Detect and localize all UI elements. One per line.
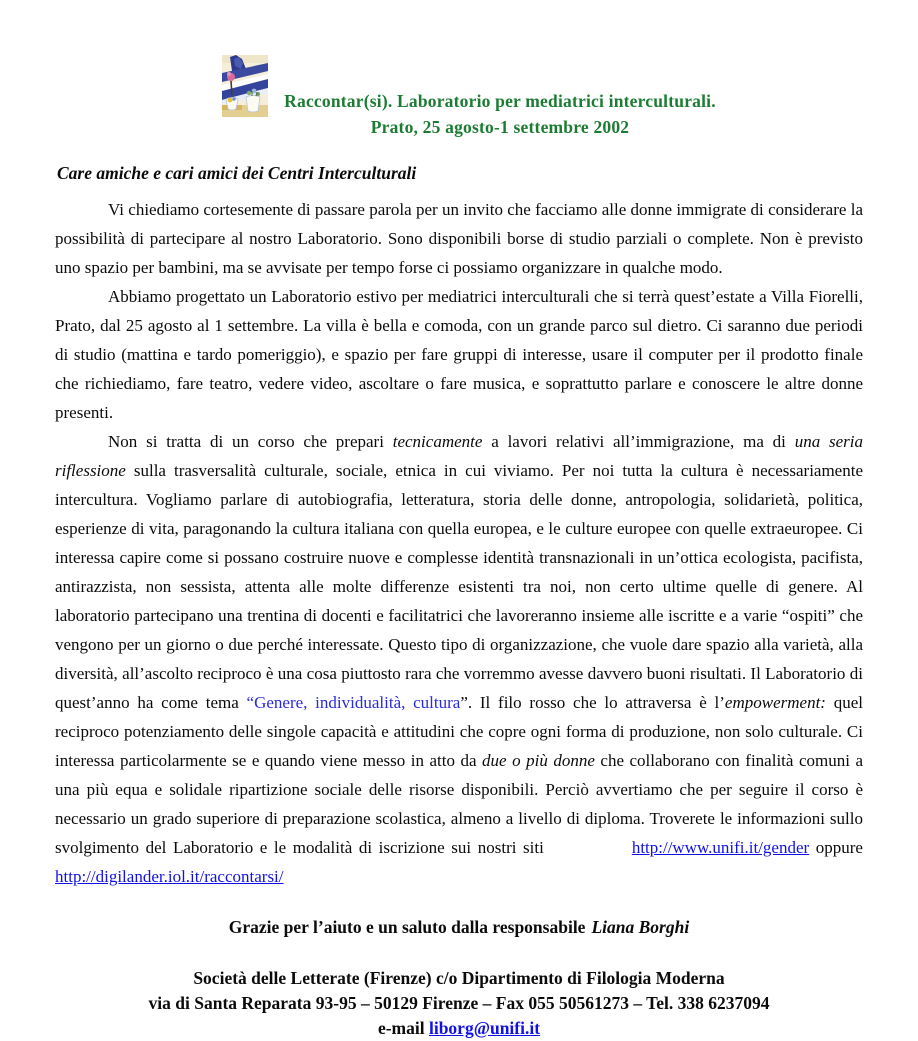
emphasis-due-o-piu-donne: due o più donne: [482, 751, 595, 770]
email-link[interactable]: liborg@unifi.it: [428, 1018, 541, 1038]
document-header: [55, 55, 863, 143]
salutation-line: Care amiche e cari amici dei Centri Interculturali: [57, 163, 417, 183]
paragraph-3-text: sulla trasversalità culturale, sociale, etnica in cui viviamo. Per noi tutta la cultura è necessariamente intercultura. Vogliamo parlare di autobiografia, letteratura, storia delle donne, antropologia, solidarietà, politica, esperienze di vita, paragonando la cultura italiana con quella europea, e le culture europee con quelle extraeuropee. Ci interessa capire come si possano costruire nuove e complesse identità transnazionali in un’ottica ecologista, pacifista, antirazzista, non sessista, attenta alle molte differenze esistenti tra noi, non certo ultime quelle di genere. Al laboratorio partecipano una trentina di docenti e facilitatrici che lavoreranno insieme alle iscritte e a varie “ospiti” che vengono per un giorno o due perché interessate. Questo tipo di organizzazione, che vuole dare spazio alla varietà, alla diversità, all’ascolto reciproco è una cosa piuttosto rara che vorremmo avesse davvero buoni risultati. Il Laboratorio di quest’anno ha come tema: [55, 461, 863, 712]
paragraph-3-text: che collaborano con finalità comuni a una più equa e solidale ripartizione sociale delle risorse disponibili. Perciò avvertiamo che per seguire il corso è necessario un grado superiore di preparazione scolastica, almeno a livello di diploma. Troverete le informazioni sullo svolgimento del Laboratorio e le modalità di iscrizione sui nostri siti: [55, 751, 863, 857]
paragraph-3-text: Non si tratta di un corso che prepari: [108, 432, 393, 451]
workshop-theme-text: “Genere, individualità, cultura: [246, 693, 461, 712]
paragraph-3-text: oppure: [809, 838, 863, 857]
emphasis-una-seria-riflessione: una seria riflessione: [55, 432, 864, 480]
link-digilander-raccontarsi[interactable]: http://digilander.iol.it/raccontarsi/: [55, 867, 284, 886]
document-title: [260, 88, 740, 140]
paragraph-3-text: quel reciproco potenziamento delle singole capacità e attitudini che copre ogni forma di produzione, non solo culturale. Ci interessa particolarmente se e quando viene messo in atto da: [55, 693, 863, 770]
footer-address-block: [55, 966, 863, 1041]
letter-body: [55, 195, 863, 891]
link-unifi-gender[interactable]: http://www.unifi.it/gender: [631, 838, 810, 857]
responsible-name: Liana Borghi: [591, 917, 690, 937]
paragraph-1: Vi chiediamo cortesemente di passare parola per un invito che facciamo alle donne immigrate di considerare la possibilità di partecipare al nostro Laboratorio. Sono disponibili borse di studio parziali o complete. Non è previsto uno spazio per bambini, ma se avvisate per tempo forse ci possiamo organizzare in qualche modo.: [55, 200, 863, 277]
closing-text: Grazie per l’aiuto e un saluto dalla responsabile: [228, 917, 586, 937]
email-line: [55, 1016, 863, 1041]
paragraph-3-text: ”. Il filo rosso che lo attraversa è l’: [460, 693, 725, 712]
paragraph-3: [55, 427, 863, 891]
emphasis-empowerment: empowerment:: [724, 693, 826, 712]
address-contact-line: via di Santa Reparata 93-95 – 50129 Firenze – Fax 055 50561273 – Tel. 338 6237094: [148, 993, 770, 1013]
paragraph-2: Abbiamo progettato un Laboratorio estivo per mediatrici interculturali che si terrà quest’estate a Villa Fiorelli, Prato, dal 25 agosto al 1 settembre. La villa è bella e comoda, con un grande parco sul dietro. Ci saranno due periodi di studio (mattina e tardo pomeriggio), e spazio per fare gruppi di interesse, usare il computer per il prodotto finale che richiediamo, fare teatro, vedere video, ascoltare o fare musica, e soprattutto parlare e conoscere le altre donne presenti.: [55, 287, 863, 422]
title-line-2: Prato, 25 agosto-1 settembre 2002: [370, 117, 630, 137]
title-line-1: Raccontar(si). Laboratorio per mediatrici interculturali.: [284, 91, 716, 111]
emphasis-tecnicamente: tecnicamente: [392, 432, 483, 451]
email-label: e-mail: [377, 1018, 425, 1038]
paragraph-3-text: a lavori relativi all’immigrazione, ma di: [482, 432, 795, 451]
organization-line: Società delle Letterate (Firenze) c/o Dipartimento di Filologia Moderna: [193, 968, 725, 988]
closing-line: [55, 917, 863, 938]
